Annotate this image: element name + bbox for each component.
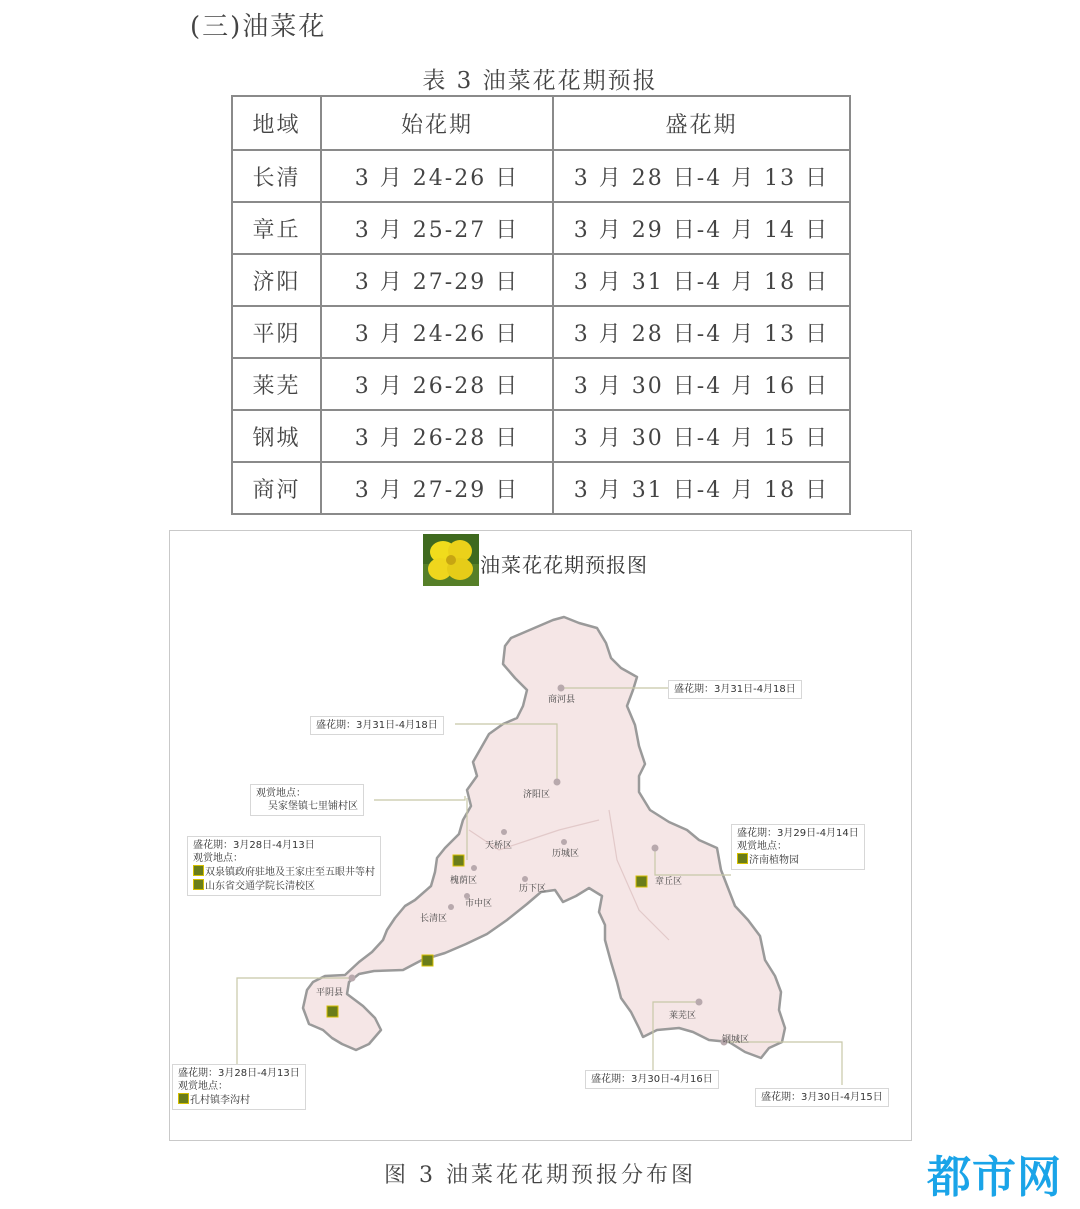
viewing-spot-icon: [178, 1093, 189, 1104]
callout-title: 观赏地点：: [178, 1081, 228, 1092]
callout-text: 双泉镇政府驻地及王家庄至五眼井等村: [205, 867, 375, 878]
viewing-spot-icon: [193, 879, 204, 890]
callout-text: 盛花期：3月30日-4月16日: [591, 1074, 713, 1085]
table-row: [232, 202, 850, 254]
callout-text: 济南植物园: [749, 855, 799, 866]
region-cell: 平阴: [232, 306, 321, 358]
callout-text: 盛花期：3月31日-4月18日: [674, 684, 796, 695]
district-label-shizhong: 市中区: [465, 899, 493, 909]
callout-text: 孔村镇李沟村: [190, 1095, 250, 1106]
table-row: [232, 358, 850, 410]
forecast-table: [231, 95, 851, 515]
callout-zhangqiu: [731, 824, 865, 870]
viewing-spot-icon: [737, 853, 748, 864]
callout-text: 盛花期：3月31日-4月18日: [316, 720, 438, 731]
header-full-bloom: 盛花期: [553, 96, 850, 150]
district-label-shanghe: 商河县: [548, 695, 576, 705]
callout-changqing: [187, 836, 381, 896]
callout-title: 观赏地点：: [737, 841, 787, 852]
full-bloom-cell: 3 月 30 日-4 月 15 日: [553, 410, 850, 462]
table-row: [232, 254, 850, 306]
callout-period: 盛花期：3月28日-4月13日: [193, 840, 315, 851]
header-region: 地域: [232, 96, 321, 150]
region-cell: 钢城: [232, 410, 321, 462]
region-cell: 长清: [232, 150, 321, 202]
full-bloom-cell: 3 月 28 日-4 月 13 日: [553, 306, 850, 358]
callout-period: 盛花期：3月29日-4月14日: [737, 828, 859, 839]
region-cell: 莱芜: [232, 358, 321, 410]
full-bloom-cell: 3 月 31 日-4 月 18 日: [553, 462, 850, 514]
district-label-laiwu: 莱芜区: [669, 1011, 697, 1021]
header-first-bloom: 始花期: [321, 96, 553, 150]
callout-gangcheng: [755, 1088, 889, 1107]
table-row: [232, 306, 850, 358]
callout-laiwu: [585, 1070, 719, 1089]
full-bloom-cell: 3 月 31 日-4 月 18 日: [553, 254, 850, 306]
table-caption: 表 3 油菜花花期预报: [422, 68, 658, 94]
section-heading: (三)油菜花: [190, 12, 327, 42]
figure-caption: 图 3 油菜花花期预报分布图: [384, 1163, 696, 1188]
callout-title: 观赏地点：: [193, 853, 243, 864]
full-bloom-cell: 3 月 28 日-4 月 13 日: [553, 150, 850, 202]
table-header-row: [232, 96, 850, 150]
first-bloom-cell: 3 月 24-26 日: [321, 306, 553, 358]
callout-title: 观赏地点：: [256, 788, 306, 799]
full-bloom-cell: 3 月 30 日-4 月 16 日: [553, 358, 850, 410]
first-bloom-cell: 3 月 27-29 日: [321, 462, 553, 514]
table-row: [232, 150, 850, 202]
table-row: [232, 410, 850, 462]
watermark-logo: 都市网: [927, 1152, 1062, 1203]
viewing-spot-icon: [193, 865, 204, 876]
table-row: [232, 462, 850, 514]
district-label-licheng: 历城区: [552, 849, 580, 859]
first-bloom-cell: 3 月 25-27 日: [321, 202, 553, 254]
region-cell: 章丘: [232, 202, 321, 254]
district-label-zhangqiu: 章丘区: [655, 877, 683, 887]
callout-shanghe: [668, 680, 802, 699]
district-label-pingyin: 平阴县: [316, 988, 344, 998]
callout-text: 盛花期：3月30日-4月15日: [761, 1092, 883, 1103]
region-cell: 济阳: [232, 254, 321, 306]
callout-text: 山东省交通学院长清校区: [205, 881, 315, 892]
first-bloom-cell: 3 月 26-28 日: [321, 410, 553, 462]
callout-text: 吴家堡镇七里铺村区: [268, 801, 358, 812]
first-bloom-cell: 3 月 24-26 日: [321, 150, 553, 202]
district-label-gangcheng: 钢城区: [722, 1035, 750, 1045]
district-label-jiyang: 济阳区: [523, 790, 551, 800]
callout-pingyin: [172, 1064, 306, 1110]
first-bloom-cell: 3 月 27-29 日: [321, 254, 553, 306]
district-label-tianqiao: 天桥区: [485, 841, 513, 851]
region-cell: 商河: [232, 462, 321, 514]
district-label-huaiyin: 槐荫区: [450, 876, 478, 886]
map-title: 油菜花花期预报图: [480, 553, 648, 577]
first-bloom-cell: 3 月 26-28 日: [321, 358, 553, 410]
district-label-lixia: 历下区: [519, 884, 547, 894]
callout-period: 盛花期：3月28日-4月13日: [178, 1068, 300, 1079]
callout-jiyang: [310, 716, 444, 735]
callout-changqing-spot: [250, 784, 364, 816]
district-label-changqing: 长清区: [420, 914, 448, 924]
full-bloom-cell: 3 月 29 日-4 月 14 日: [553, 202, 850, 254]
